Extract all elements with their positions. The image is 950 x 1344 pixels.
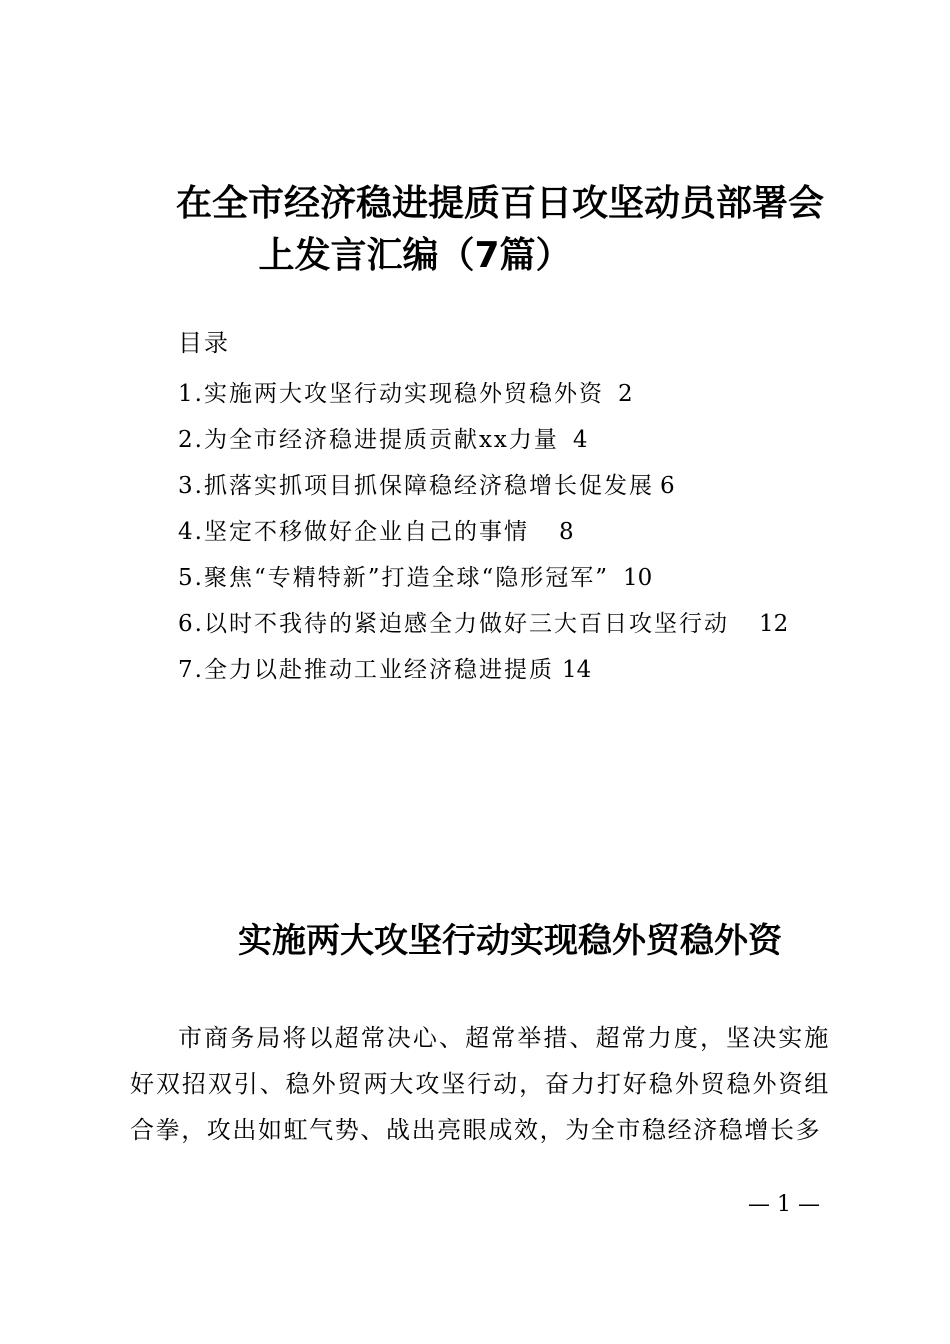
toc-item (178, 647, 858, 693)
toc-list (178, 371, 858, 693)
toc-item-page: 4 (572, 427, 588, 453)
toc-item-page: 8 (558, 519, 574, 545)
toc-item-page: 6 (659, 473, 675, 499)
table-of-contents (178, 325, 858, 693)
toc-item-page: 2 (617, 381, 633, 407)
toc-item-page: 14 (561, 657, 592, 683)
toc-item (178, 509, 858, 555)
toc-item (178, 463, 858, 509)
toc-item (178, 601, 858, 647)
document-title (130, 178, 850, 282)
toc-item-label: 3.抓落实抓项目抓保障稳经济稳增长促发展 (178, 473, 654, 499)
toc-item-label: 2.为全市经济稳进提质贡献xx力量 (178, 427, 559, 453)
page-number: — 1 — (748, 1192, 820, 1217)
toc-heading: 目录 (178, 329, 230, 357)
toc-item-label: 4.坚定不移做好企业自己的事情 (178, 519, 529, 545)
toc-item-label: 6.以时不我待的紧迫感全力做好三大百日攻坚行动 (178, 611, 729, 637)
toc-item-label: 5.聚焦“专精特新”打造全球“隐形冠军” (178, 565, 609, 591)
toc-item-label: 1.实施两大攻坚行动实现稳外贸稳外资 (178, 381, 604, 407)
document-title-line1: 在全市经济稳进提质百日攻坚动员部署会 (175, 183, 824, 224)
toc-item (178, 371, 858, 417)
toc-item (178, 555, 858, 601)
body-paragraph: 市商务局将以超常决心、超常举措、超常力度，坚决实施好双招双引、稳外贸两大攻坚行动，奋力打好稳外贸稳外资组合拳，攻出如虹气势、战出亮眼成效，为全市稳经济稳增长多 (130, 1024, 830, 1144)
toc-item-label: 7.全力以赴推动工业经济稳进提质 (178, 657, 554, 683)
document-title-line2: 上发言汇编（7篇） (258, 235, 572, 276)
toc-item-page: 12 (758, 611, 789, 637)
section-title: 实施两大攻坚行动实现稳外贸稳外资 (238, 921, 782, 961)
toc-item-page: 10 (622, 565, 653, 591)
toc-item (178, 417, 858, 463)
